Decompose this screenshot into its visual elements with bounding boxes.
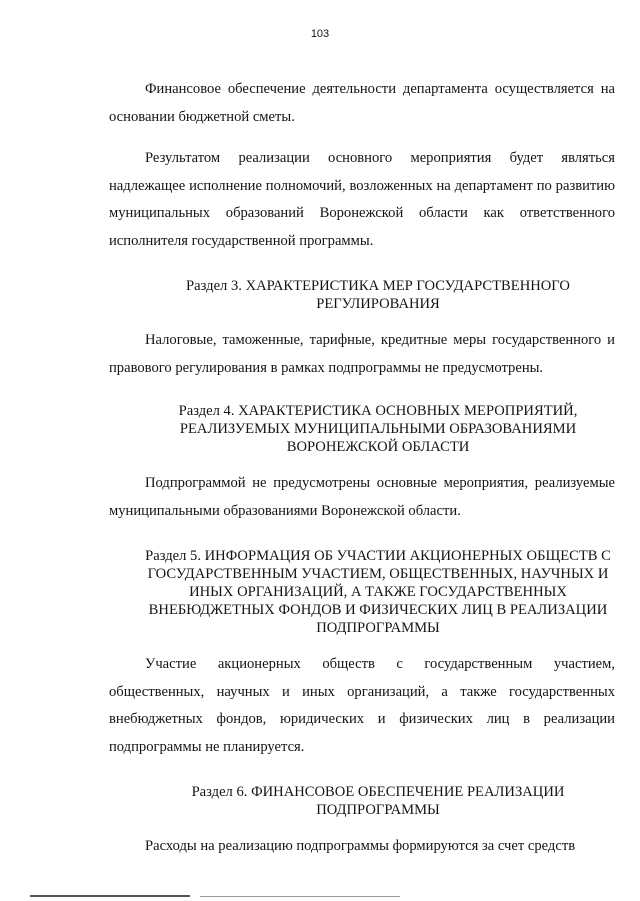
paragraph-regulation: Налоговые, таможенные, тарифные, кредитные меры государственного и правового регулирования в рамках подпрограммы не предусмотрены. [109, 332, 615, 376]
paragraph-expenses: Расходы на реализацию подпрограммы формируются за счет средств [145, 838, 576, 854]
page-number: 103 [310, 28, 330, 40]
scan-edge-line [30, 895, 190, 897]
paragraph-financing: Финансовое обеспечение деятельности департамента осуществляется на основании бюджетной сметы. [109, 81, 615, 125]
document-body [109, 76, 615, 861]
section-4-heading: Раздел 4. ХАРАКТЕРИСТИКА ОСНОВНЫХ МЕРОПРИЯТИЙ, РЕАЛИЗУЕМЫХ МУНИЦИПАЛЬНЫМИ ОБРАЗОВАНИЯМИ ВОРОНЕЖСКОЙ ОБЛАСТИ [178, 403, 578, 455]
section-3-heading: Раздел 3. ХАРАКТЕРИСТИКА МЕР ГОСУДАРСТВЕННОГО РЕГУЛИРОВАНИЯ [186, 278, 570, 312]
section-5-heading: Раздел 5. ИНФОРМАЦИЯ ОБ УЧАСТИИ АКЦИОНЕРНЫХ ОБЩЕСТВ С ГОСУДАРСТВЕННЫМ УЧАСТИЕМ, ОБЩЕСТВЕННЫХ, НАУЧНЫХ И ИНЫХ ОРГАНИЗАЦИЙ, А ТАКЖЕ ГОСУДАРСТВЕННЫХ ВНЕБЮДЖЕТНЫХ ФОНДОВ И ФИЗИЧЕСКИХ ЛИЦ В РЕАЛИЗАЦИИ ПОДПРОГРАММЫ [145, 548, 611, 636]
paragraph-municipal-measures: Подпрограммой не предусмотрены основные мероприятия, реализуемые муниципальными образованиями Воронежской области. [109, 475, 615, 519]
paragraph-result: Результатом реализации основного мероприятия будет являться надлежащее исполнение полномочий, возложенных на департамент по развитию муниципальных образований Воронежской области как ответственного исполнителя государственной программы. [109, 150, 615, 249]
scan-edge-line-faint [200, 896, 400, 897]
section-6-heading: Раздел 6. ФИНАНСОВОЕ ОБЕСПЕЧЕНИЕ РЕАЛИЗАЦИИ ПОДПРОГРАММЫ [191, 784, 565, 818]
paragraph-participation: Участие акционерных обществ с государственным участием, общественных, научных и иных организаций, а также государственных внебюджетных фондов, юридических и физических лиц в реализации подпрограммы не планируется. [109, 656, 615, 755]
